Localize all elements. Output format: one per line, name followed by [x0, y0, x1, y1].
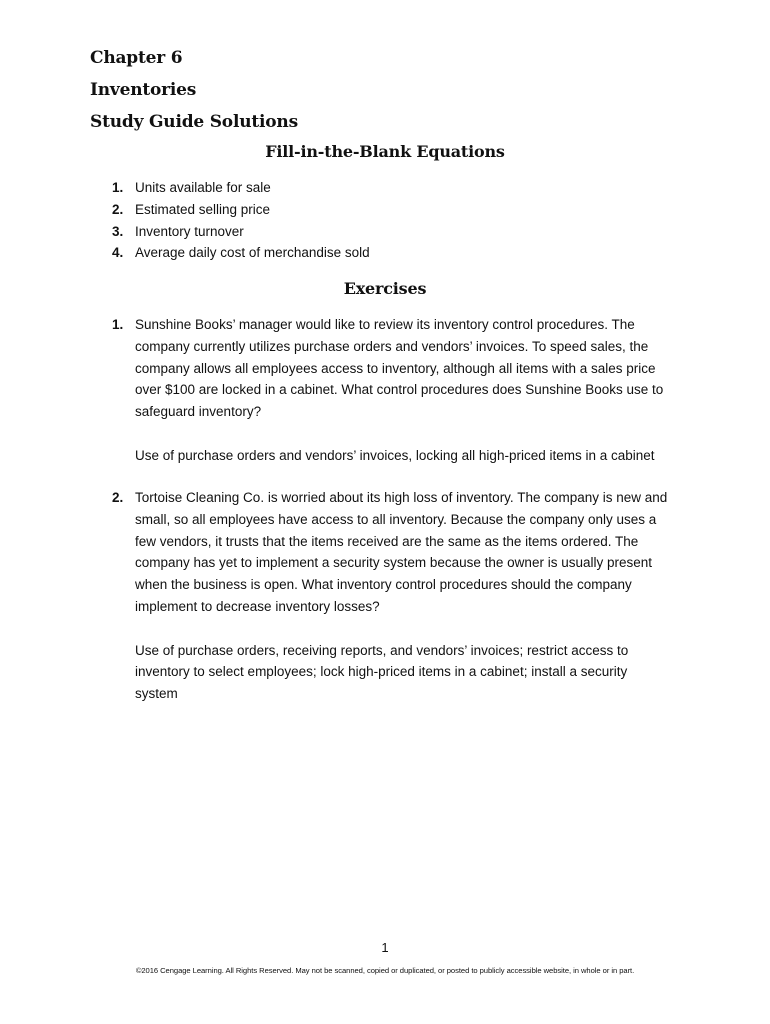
- item-number: 2.: [112, 201, 124, 217]
- item-text: Estimated selling price: [135, 201, 271, 217]
- list-item: [112, 221, 370, 243]
- list-item: [112, 242, 370, 264]
- item-number: 1.: [112, 180, 124, 195]
- list-item: [112, 199, 370, 221]
- chapter-title: Chapter 6: [90, 48, 183, 68]
- page-number: 1: [381, 940, 389, 955]
- study-guide-title: Study Guide Solutions: [90, 112, 298, 132]
- item-text: Average daily cost of merchandise sold: [135, 245, 370, 261]
- fill-in-list: [112, 177, 370, 264]
- copyright-footer: ©2016 Cengage Learning. All Rights Reserved. May not be scanned, copied or duplicated, or posted to publicly accessible website, in whole or in part.: [135, 966, 635, 975]
- exercise-question: Tortoise Cleaning Co. is worried about its high loss of inventory. The company is new and small, so all employees have access to all inventory. Because the company only uses a few vendors, it trusts that the items received are the same as the items ordered. The company has yet to implement a security system because the owner is usually present when the business is open. What inventory control procedures should the company implement to decrease inventory losses?: [135, 490, 668, 614]
- exercise-answer: Use of purchase orders, receiving reports, and vendors’ invoices; restrict access to inventory to select employees; lock high-priced items in a cabinet; install a security system: [135, 642, 629, 702]
- exercise-item: [112, 487, 672, 705]
- exercise-answer: Use of purchase orders and vendors’ invoices, locking all high-priced items in a cabinet: [135, 447, 655, 463]
- exercise-question: Sunshine Books’ manager would like to review its inventory control procedures. The company currently utilizes purchase orders and vendors’ invoices. To speed sales, the company allows all employees access to inventory, although all items with a sales price over $100 are locked in a cabinet. What control procedures does Sunshine Books use to safeguard inventory?: [135, 317, 664, 420]
- topic-title: Inventories: [90, 80, 197, 100]
- exercise-item: [112, 314, 672, 467]
- exercise-number: 2.: [112, 490, 124, 505]
- item-number: 3.: [112, 223, 124, 239]
- item-number: 4.: [112, 245, 124, 261]
- list-item: [112, 177, 370, 199]
- fill-in-heading: Fill-in-the-Blank Equations: [265, 142, 505, 161]
- exercises-heading: Exercises: [343, 279, 427, 298]
- item-text: Units available for sale: [135, 180, 271, 195]
- item-text: Inventory turnover: [135, 223, 244, 239]
- exercise-number: 1.: [112, 317, 124, 332]
